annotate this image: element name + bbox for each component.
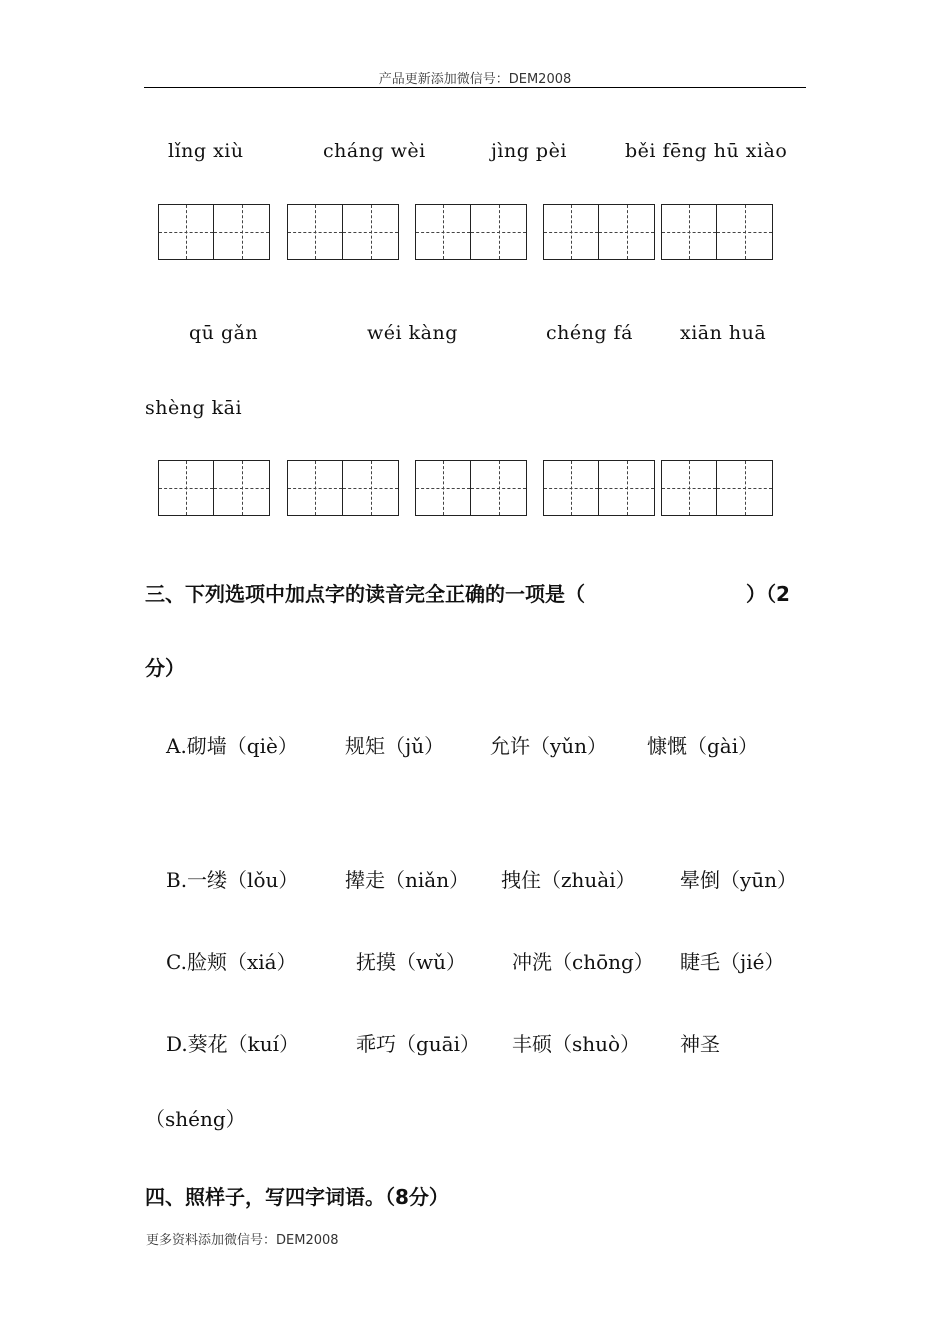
writing-grid[interactable] (415, 460, 527, 516)
option-b-1: B.一缕（lǒu） (166, 868, 299, 892)
writing-grid[interactable] (287, 460, 399, 516)
writing-grid[interactable] (661, 460, 773, 516)
option-a-2: 规矩（jǔ） (345, 734, 445, 758)
option-a-3: 允许（yǔn） (490, 734, 608, 758)
pinyin-beifenghuxiao: běi fēng hū xiào (625, 140, 788, 162)
writing-grid[interactable] (543, 460, 655, 516)
header-rule (144, 87, 806, 88)
page-header: 产品更新添加微信号：DEM2008 (378, 72, 572, 87)
section3-title: 三、下列选项中加点字的读音完全正确的一项是（ (145, 582, 585, 606)
option-d-3: 丰硕（shuò） (512, 1032, 641, 1056)
section3-title-cont: 分） (145, 656, 185, 680)
option-a-1: A.砌墙（qiè） (166, 734, 298, 758)
option-b-3: 拽住（zhuài） (501, 868, 636, 892)
pinyin-jingpei: jìng pèi (491, 140, 567, 162)
pinyin-weikang: wéi kàng (367, 322, 458, 344)
section4-title: 四、照样子，写四字词语。（8分） (145, 1185, 449, 1209)
writing-grid[interactable] (415, 204, 527, 260)
option-b-4: 晕倒（yūn） (680, 868, 798, 892)
writing-grid[interactable] (158, 460, 270, 516)
pinyin-lingxiu: lǐng xiù (168, 140, 244, 162)
section3-title-close: ）（2 (746, 582, 790, 606)
pinyin-qugan: qū gǎn (189, 322, 259, 344)
writing-grid[interactable] (661, 204, 773, 260)
option-d-4: 神圣 (680, 1032, 720, 1056)
option-b-2: 撵走（niǎn） (345, 868, 470, 892)
writing-grid[interactable] (287, 204, 399, 260)
pinyin-chengfa: chéng fá (546, 322, 633, 344)
option-d-4-wrap: （shéng） (145, 1107, 246, 1131)
option-d-2: 乖巧（guāi） (356, 1032, 481, 1056)
option-c-2: 抚摸（wǔ） (356, 950, 466, 974)
option-a-4: 慷慨（gài） (647, 734, 759, 758)
writing-grid[interactable] (543, 204, 655, 260)
pinyin-xianhua: xiān huā (680, 322, 767, 344)
option-c-4: 睫毛（jié） (680, 950, 785, 974)
page-footer: 更多资料添加微信号：DEM2008 (146, 1233, 339, 1248)
option-c-3: 冲洗（chōng） (512, 950, 654, 974)
option-d-1: D.葵花（kuí） (166, 1032, 300, 1056)
option-c-1: C.脸颊（xiá） (166, 950, 297, 974)
pinyin-shengkai: shèng kāi (145, 397, 243, 419)
writing-grid[interactable] (158, 204, 270, 260)
pinyin-changwei: cháng wèi (323, 140, 426, 162)
